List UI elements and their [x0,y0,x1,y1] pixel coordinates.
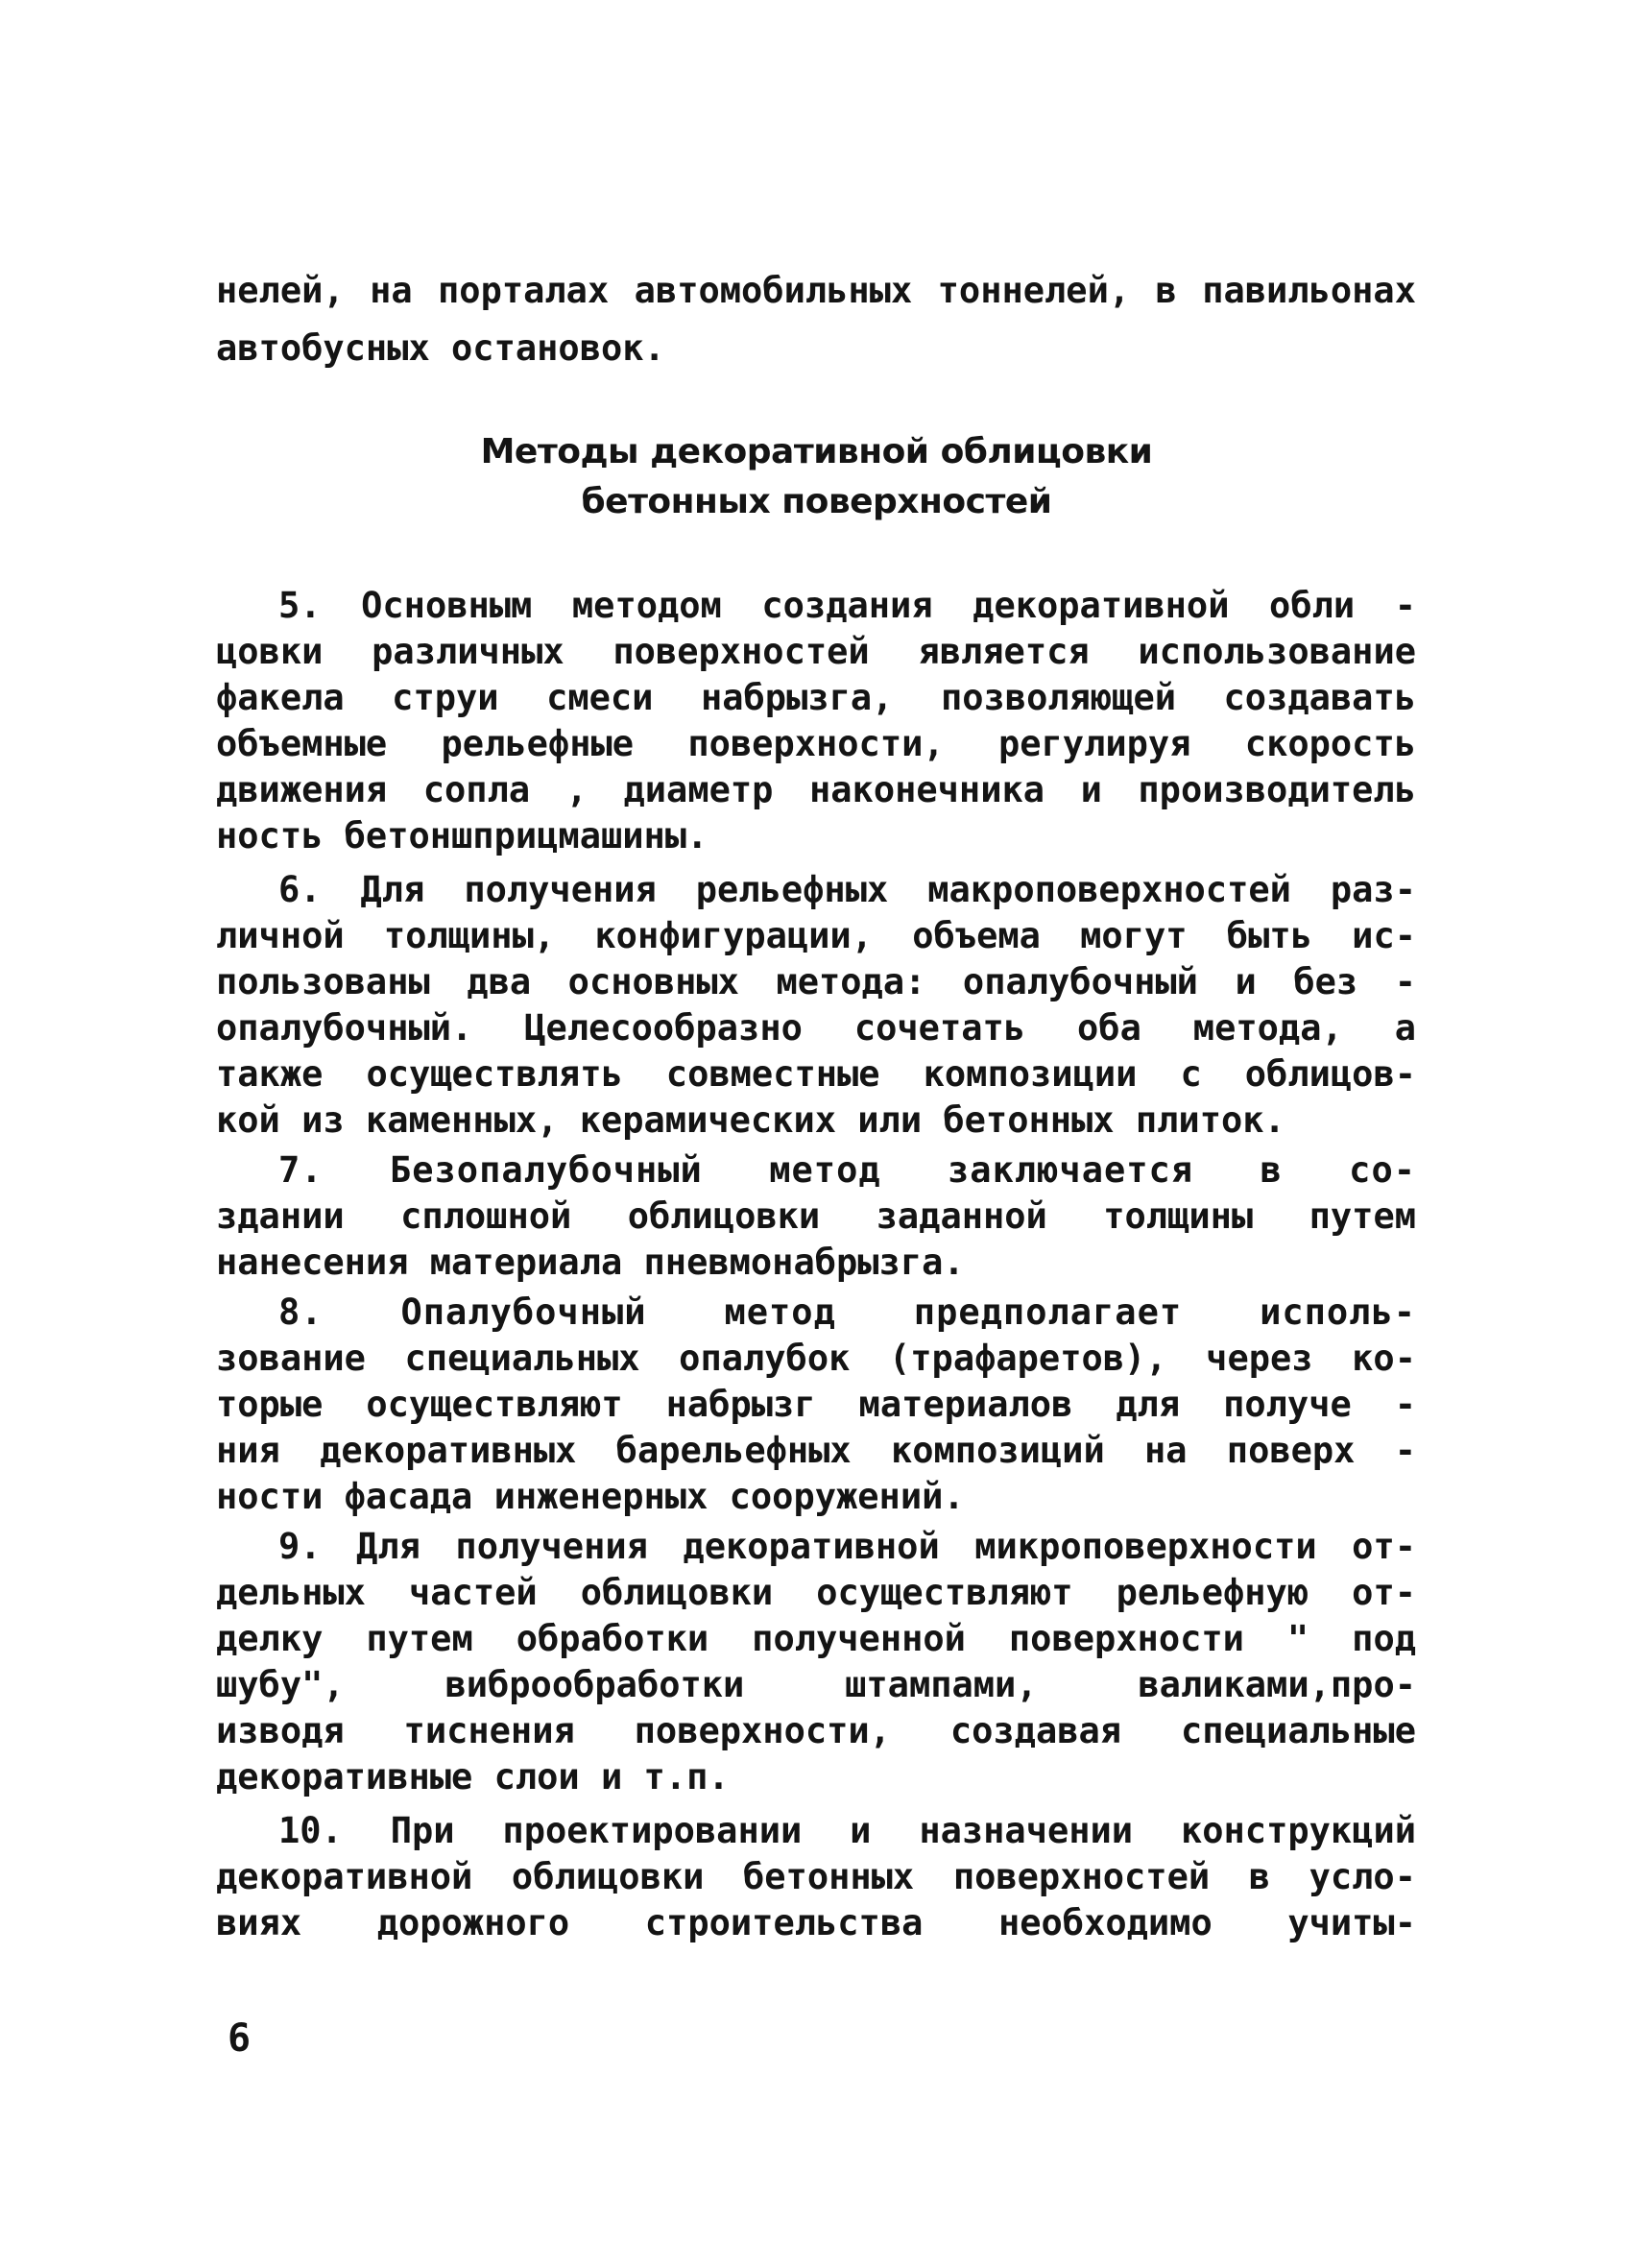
paragraph-10-line-3: виях дорожного строительства необходимо учиты- [216,1902,1416,1943]
paragraph-6-line-3: пользованы два основных метода: опалубочный и без - [216,961,1416,1002]
paragraph-7-line-1: 7. Безопалубочный метод заключается в со- [278,1149,1416,1191]
paragraph-6-line-2: личной толщины, конфигурации, объема могут быть ис- [216,915,1416,956]
paragraph-9-line-5: изводя тиснения поверхности, создавая специальные [216,1710,1416,1751]
paragraph-5-line-2: цовки различных поверхностей является использование [216,631,1416,672]
paragraph-7-line-2: здании сплошной облицовки заданной толщины путем [216,1195,1416,1237]
paragraph-5-line-5: движения сопла , диаметр наконечника и производитель [216,769,1416,810]
section-heading-line-1: Методы декоративной облицовки [480,432,1153,471]
paragraph-8-line-4: ния декоративных барельефных композиций на поверх - [216,1430,1416,1471]
paragraph-5-line-6: ность бетоншприцмашины. [216,815,708,857]
intro-line-2: автобусных остановок. [216,327,665,369]
paragraph-9-line-6: декоративные слои и т.п. [216,1756,730,1798]
paragraph-9-line-4: шубу", виброобработки штампами, валиками,про- [216,1664,1416,1705]
paragraph-10-line-2: декоративной облицовки бетонных поверхностей в усло- [216,1856,1416,1897]
paragraph-9-line-2: дельных частей облицовки осуществляют рельефную от- [216,1572,1416,1613]
section-heading-line-2: бетонных поверхностей [581,482,1052,521]
paragraph-6-line-4: опалубочный. Целесообразно сочетать оба метода, а [216,1007,1416,1049]
paragraph-8-line-1: 8. Опалубочный метод предполагает исполь- [278,1291,1416,1333]
paragraph-7-line-3: нанесения материала пневмонабрызга. [216,1242,965,1283]
paragraph-10-line-1: 10. При проектировании и назначении конструкций [278,1810,1416,1851]
paragraph-8-line-3: торые осуществляют набрызг материалов для получе - [216,1384,1416,1425]
paragraph-8-line-5: ности фасада инженерных сооружений. [216,1476,965,1517]
paragraph-6-line-5: также осуществлять совместные композиции с облицов- [216,1053,1416,1095]
paragraph-5-line-4: объемные рельефные поверхности, регулируя скорость [216,723,1416,764]
paragraph-9-line-1: 9. Для получения декоративной микроповерхности от- [278,1526,1416,1567]
paragraph-5-line-3: факела струи смеси набрызга, позволяющей создавать [216,677,1416,718]
paragraph-6-line-6: кой из каменных, керамических или бетонных плиток. [216,1099,1285,1141]
paragraph-9-line-3: делку путем обработки полученной поверхности " под [216,1618,1416,1659]
paragraph-6-line-1: 6. Для получения рельефных макроповерхностей раз- [278,869,1416,910]
paragraph-5-line-1: 5. Основным методом создания декоративной обли - [278,585,1416,626]
intro-line-1: нелей, на порталах автомобильных тоннелей, в павильонах [216,270,1416,311]
page-number: 6 [228,2016,252,2061]
paragraph-8-line-2: зование специальных опалубок (трафаретов), через ко- [216,1338,1416,1379]
